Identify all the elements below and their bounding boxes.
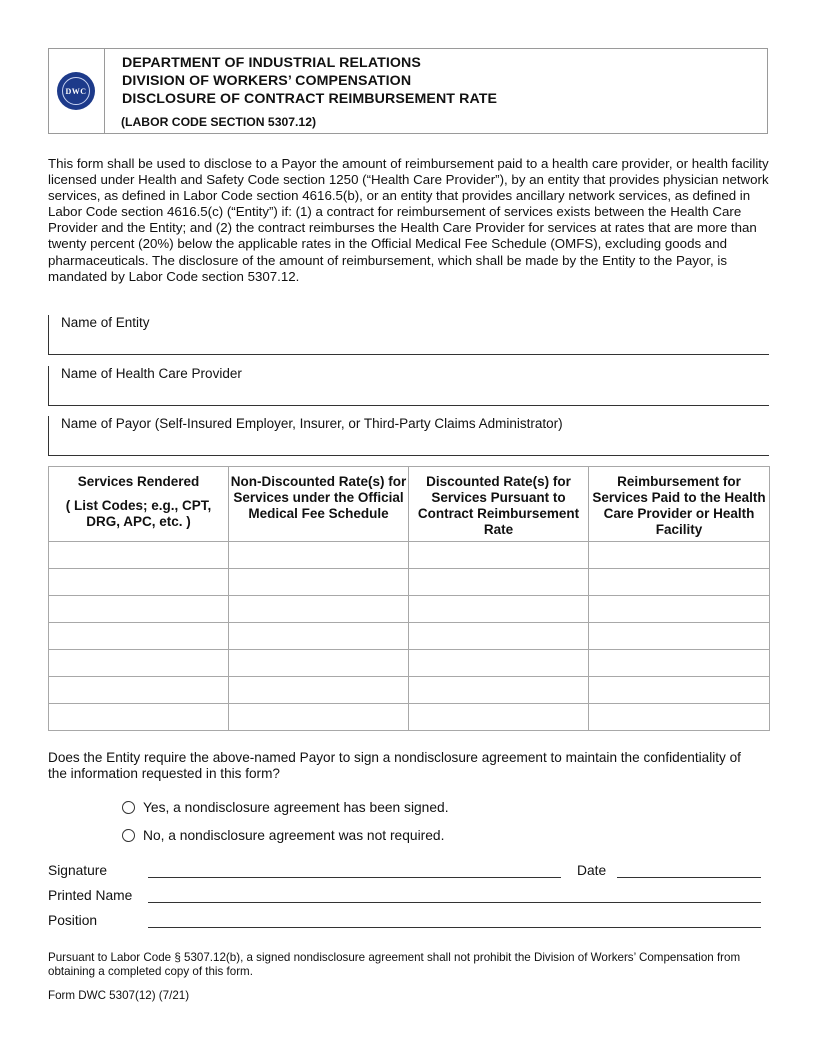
signature-line[interactable] bbox=[148, 876, 561, 878]
table-cell[interactable] bbox=[589, 542, 770, 569]
services-table bbox=[48, 466, 770, 731]
table-cell[interactable] bbox=[49, 596, 229, 623]
position-line[interactable] bbox=[148, 926, 761, 928]
table-cell[interactable] bbox=[409, 650, 589, 677]
table-cell[interactable] bbox=[49, 542, 229, 569]
yes-label: Yes, a nondisclosure agreement has been signed. bbox=[143, 800, 449, 815]
provider-name-label: Name of Health Care Provider bbox=[61, 366, 242, 381]
table-row bbox=[49, 569, 770, 596]
entity-name-field[interactable] bbox=[48, 315, 769, 355]
table-cell[interactable] bbox=[229, 596, 409, 623]
nda-question: Does the Entity require the above-named Payor to sign a nondisclosure agreement to maintain the confidentiality of the information requested in this form? bbox=[48, 750, 741, 781]
logo-cell bbox=[49, 49, 105, 133]
table-cell[interactable] bbox=[49, 650, 229, 677]
table-header-row bbox=[49, 467, 770, 542]
table-cell[interactable] bbox=[49, 623, 229, 650]
table-row bbox=[49, 623, 770, 650]
nda-no-option[interactable] bbox=[122, 828, 444, 843]
table-cell[interactable] bbox=[589, 650, 770, 677]
table-cell[interactable] bbox=[409, 623, 589, 650]
form-title: DISCLOSURE OF CONTRACT REIMBURSEMENT RATE bbox=[122, 91, 498, 107]
col-discounted-rate: Discounted Rate(s) for Services Pursuant to Contract Reimbursement Rate bbox=[409, 467, 589, 542]
table-cell[interactable] bbox=[589, 704, 770, 731]
footnote: Pursuant to Labor Code § 5307.12(b), a signed nondisclosure agreement shall not prohibit the Division of Workers’ Compensation from obtaining a completed copy of this form. bbox=[48, 951, 741, 978]
table-row bbox=[49, 650, 770, 677]
col-services-rendered-title: Services Rendered bbox=[77, 474, 200, 489]
table-row bbox=[49, 596, 770, 623]
table-cell[interactable] bbox=[409, 542, 589, 569]
no-label: No, a nondisclosure agreement was not required. bbox=[143, 828, 445, 843]
table-cell[interactable] bbox=[229, 650, 409, 677]
table-cell[interactable] bbox=[229, 677, 409, 704]
table-cell[interactable] bbox=[229, 542, 409, 569]
provider-name-field[interactable] bbox=[48, 366, 769, 406]
seal-text: DWC bbox=[65, 86, 87, 96]
signature-label: Signature bbox=[48, 863, 108, 878]
table-cell[interactable] bbox=[409, 569, 589, 596]
table-row bbox=[49, 677, 770, 704]
division-title: DIVISION OF WORKERS’ COMPENSATION bbox=[122, 73, 412, 89]
table-cell[interactable] bbox=[229, 704, 409, 731]
payor-name-field[interactable] bbox=[48, 416, 769, 456]
form-header bbox=[48, 48, 768, 134]
date-line[interactable] bbox=[617, 876, 761, 878]
table-cell[interactable] bbox=[589, 623, 770, 650]
table-cell[interactable] bbox=[49, 704, 229, 731]
table-cell[interactable] bbox=[589, 677, 770, 704]
yes-radio[interactable] bbox=[122, 801, 135, 814]
table-cell[interactable] bbox=[229, 569, 409, 596]
table-cell[interactable] bbox=[589, 596, 770, 623]
no-radio[interactable] bbox=[122, 829, 135, 842]
table-cell[interactable] bbox=[49, 569, 229, 596]
col-non-discounted-rate: Non-Discounted Rate(s) for Services under the Official Medical Fee Schedule bbox=[229, 467, 409, 542]
nda-yes-option[interactable] bbox=[122, 800, 449, 815]
table-cell[interactable] bbox=[409, 596, 589, 623]
table-cell[interactable] bbox=[409, 677, 589, 704]
table-cell[interactable] bbox=[409, 704, 589, 731]
department-title: DEPARTMENT OF INDUSTRIAL RELATIONS bbox=[122, 55, 421, 71]
intro-paragraph: This form shall be used to disclose to a Payor the amount of reimbursement paid to a health care provider, or health facility licensed under Health and Safety Code section 1250 (“Health Care Provider”), by an entity that provides physician network services, as defined in Labor Code section 4616.5(b), or an entity that provides ancillary network services, as defined in Labor Code section 4616.5(c) (“Entity”) if: (1) a contract for reimbursement of services exists between the Health Care Provider and the Entity; and (2) the contract reimburses the Health Care Provider for services at rates that are more than twenty percent (20%) below the applicable rates in the Official Medical Fee Schedule (OMFS), excluding goods and pharmaceuticals. The disclosure of the amount of reimbursement, which shall be made by the Entity to the Payor, is mandated by Labor Code section 5307.12. bbox=[48, 156, 769, 284]
form-number: Form DWC 5307(12) (7/21) bbox=[48, 989, 190, 1002]
table-row bbox=[49, 704, 770, 731]
table-cell[interactable] bbox=[229, 623, 409, 650]
col-services-rendered bbox=[49, 467, 229, 542]
table-row bbox=[49, 542, 770, 569]
position-label: Position bbox=[48, 913, 98, 928]
date-label: Date bbox=[577, 863, 607, 878]
table-cell[interactable] bbox=[589, 569, 770, 596]
entity-name-label: Name of Entity bbox=[61, 315, 150, 330]
printed-name-label: Printed Name bbox=[48, 888, 133, 903]
payor-name-label: Name of Payor (Self-Insured Employer, Insurer, or Third-Party Claims Administrator) bbox=[61, 416, 563, 431]
col-services-rendered-note: ( List Codes; e.g., CPT, DRG, APC, etc. ) bbox=[65, 498, 212, 529]
col-reimbursement: Reimbursement for Services Paid to the Health Care Provider or Health Facility bbox=[589, 467, 770, 542]
printed-name-line[interactable] bbox=[148, 901, 761, 903]
dwc-seal-icon bbox=[57, 72, 95, 110]
form-subtitle: (LABOR CODE SECTION 5307.12) bbox=[121, 115, 317, 129]
table-cell[interactable] bbox=[49, 677, 229, 704]
